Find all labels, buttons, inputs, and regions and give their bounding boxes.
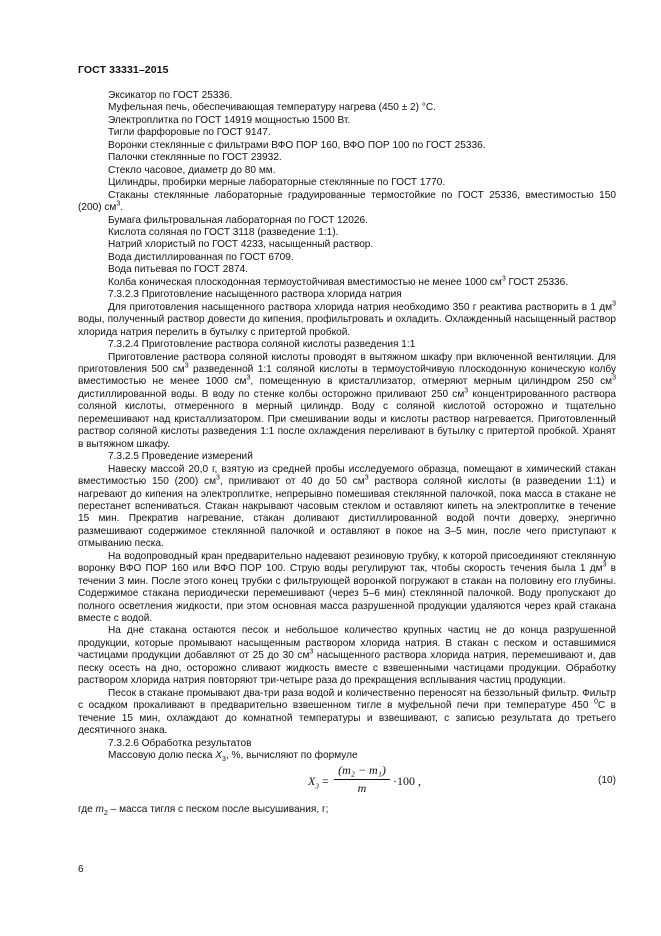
equipment-item: Натрий хлористый по ГОСТ 4233, насыщенный раствор.: [108, 239, 374, 251]
section-heading-7324: 7.3.2.4 Приготовление раствора соляной кислоты разведения 1:1: [108, 339, 416, 351]
formula-lead: Массовую долю песка $X_3$, %, вычисляют по формуле: [108, 750, 358, 764]
formula-10: [78, 764, 616, 802]
page-number: 6: [78, 864, 84, 875]
formula-numerator: (m₂ − m₁): [334, 764, 390, 779]
paragraph-7325-2: На водопроводный кран предварительно надевают резиновую трубку, к которой присоединяют стеклянную воронку ВФО ПОР 160 или ВФО ПОР 100. Струю воды регулируют так, чтобы скорость течения была 1 $дм^3$ в течении 3 мин. После этого конец трубки с фильтрующей воронкой погружают в стакан на половину его глубины. Содержимое стакана периодически перемешивают (через 5–6 мин) стеклянной палочкой. Воду пропускают до полного осветления жидкости, при этом основная масса разрушенной продукции удаляются через край стакана вместе с водой.: [78, 550, 616, 625]
document-header: ГОСТ 33331–2015: [78, 64, 169, 76]
equipment-item: Вода питьевая по ГОСТ 2874.: [108, 264, 248, 276]
formula-tail: ·100 ,: [393, 774, 421, 789]
document-body: [78, 90, 616, 817]
paragraph-7325-4: Песок в стакане промывают два-три раза водой и количественно переносят на беззольный фильтр. Фильтр с осадком прокаливают в предварительно взвешенном тигле в муфельной печи при температуре 450 $^0$С в течение 15 мин, охлаждают до комнатной температуры и взвешивают, с записью результата до третьего десятичного знака.: [78, 687, 616, 737]
section-heading-7323: 7.3.2.3 Приготовление насыщенного раствора хлорида натрия: [108, 289, 402, 301]
equipment-item-beakers: Стаканы стеклянные лабораторные градуированные термостойкие по ГОСТ 25336, вместимостью 150 (200) $см^3$.: [78, 189, 616, 214]
equipment-item-flask: Колба коническая плоскодонная термоустойчивая вместимостью не менее 1000 $см^3$ ГОСТ 25336.: [108, 275, 569, 288]
equipment-item: Воронки стеклянные с фильтрами ВФО ПОР 160, ВФО ПОР 100 по ГОСТ 25336.: [108, 139, 486, 151]
formula-lhs: $X_3$ =: [308, 774, 329, 791]
equipment-item: Цилиндры, пробирки мерные лабораторные стеклянные по ГОСТ 1770.: [108, 177, 446, 189]
formula-where: где $m_2$ – масса тигля с песком после высушивания, г;: [78, 804, 329, 818]
equipment-item: Тигли фарфоровые по ГОСТ 9147.: [108, 127, 271, 139]
equipment-item: Эксикатор по ГОСТ 25336.: [108, 90, 233, 101]
equipment-item: Муфельная печь, обеспечивающая температуру нагрева (450 ± 2) °С.: [108, 102, 436, 114]
paragraph-7323: Для приготовления насыщенного раствора хлорида натрия необходимо 350 г реактива растворить в 1 $дм^3$ воды, полученный раствор довести до кипения, профильтровать и охладить. Охлажденный насыщенный раствор хлорида натрия перелить в бутылку с притертой пробкой.: [78, 300, 616, 338]
equipment-item: Стекло часовое, диаметр до 80 мм.: [108, 164, 276, 176]
formula-denominator: m: [357, 780, 367, 795]
section-heading-7325: 7.3.2.5 Проведение измерений: [108, 451, 253, 463]
paragraph-7325-1: Навеску массой 20,0 г, взятую из средней пробы исследуемого образца, помещают в химический стакан вместимостью 150 (200) $см^3$, приливают от 40 до 50 $см^3$ раствора соляной кислоты (в разведении 1:1) и нагревают до кипения на электроплитке, непрерывно помешивая стеклянной палочкой, пока масса в стакане не перестанет вспениваться. Стакан накрывают часовым стеклом и оставляют кипеть на электроплитке в течение 15 мин. Прекратив нагревание, стакан доливают дистиллированной водой почти доверху, энергично размешивают содержимое стеклянной палочкой и оставляют в покое на 3–5 мин, после чего приступают к отмыванию песка.: [78, 463, 617, 550]
formula-fraction: [334, 764, 390, 794]
section-heading-7326: 7.3.2.6 Обработка результатов: [108, 737, 252, 749]
equipment-item: Электроплитка по ГОСТ 14919 мощностью 1500 Вт.: [108, 114, 351, 126]
equipment-item: Бумага фильтровальная лабораторная по ГОСТ 12026.: [108, 214, 368, 226]
equipment-item: Вода дистиллированная по ГОСТ 6709.: [108, 251, 294, 263]
paragraph-7325-3: На дне стакана остаются песок и небольшое количество крупных частиц не до конца разрушенной продукции, которые промывают насыщенным раствором хлорида натрия. В стакан с песком и оставшимися частицами продукции добавляют от 25 до 30 $см^3$ насыщенного раствора хлорида натрия, перемешивают и, дав песку осесть на дно, осторожно сливают жидкость вместе с взвешенными частицами продукции. Обработку раствором хлорида натрия повторяют три-четыре раза до прекращения всплывания частиц продукции.: [78, 625, 616, 687]
formula-number: (10): [598, 775, 616, 787]
paragraph-7324: Приготовление раствора соляной кислоты проводят в вытяжном шкафу при включенной вентиляции. Для приготовления 500 $см^3$ разведенной 1:1 соляной кислоты в термоустойчивую плоскодонную коническую колбу вместимостью не менее 1000 $см^3$, помещенную в кристаллизатор, отмеряют мерным цилиндром 250 $см^3$ дистиллированной воды. В воду по стенке колбы осторожно приливают 250 $см^3$ концентрированного раствора соляной кислоты, отмеренного в мерный цилиндр. Воду с соляной кислотой осторожно и тщательно перемешивают над кристаллизатором. При смешивании воды и кислоты раствор нагревается. Приготовленный раствор соляной кислоты разведения 1:1 после охлаждения переливают в бутылку с притертой пробкой. Хранят в вытяжном шкафу.: [78, 351, 616, 450]
equipment-item: Палочки стеклянные по ГОСТ 23932.: [108, 152, 282, 164]
equipment-item: Кислота соляная по ГОСТ 3118 (разведение 1:1).: [108, 226, 339, 238]
